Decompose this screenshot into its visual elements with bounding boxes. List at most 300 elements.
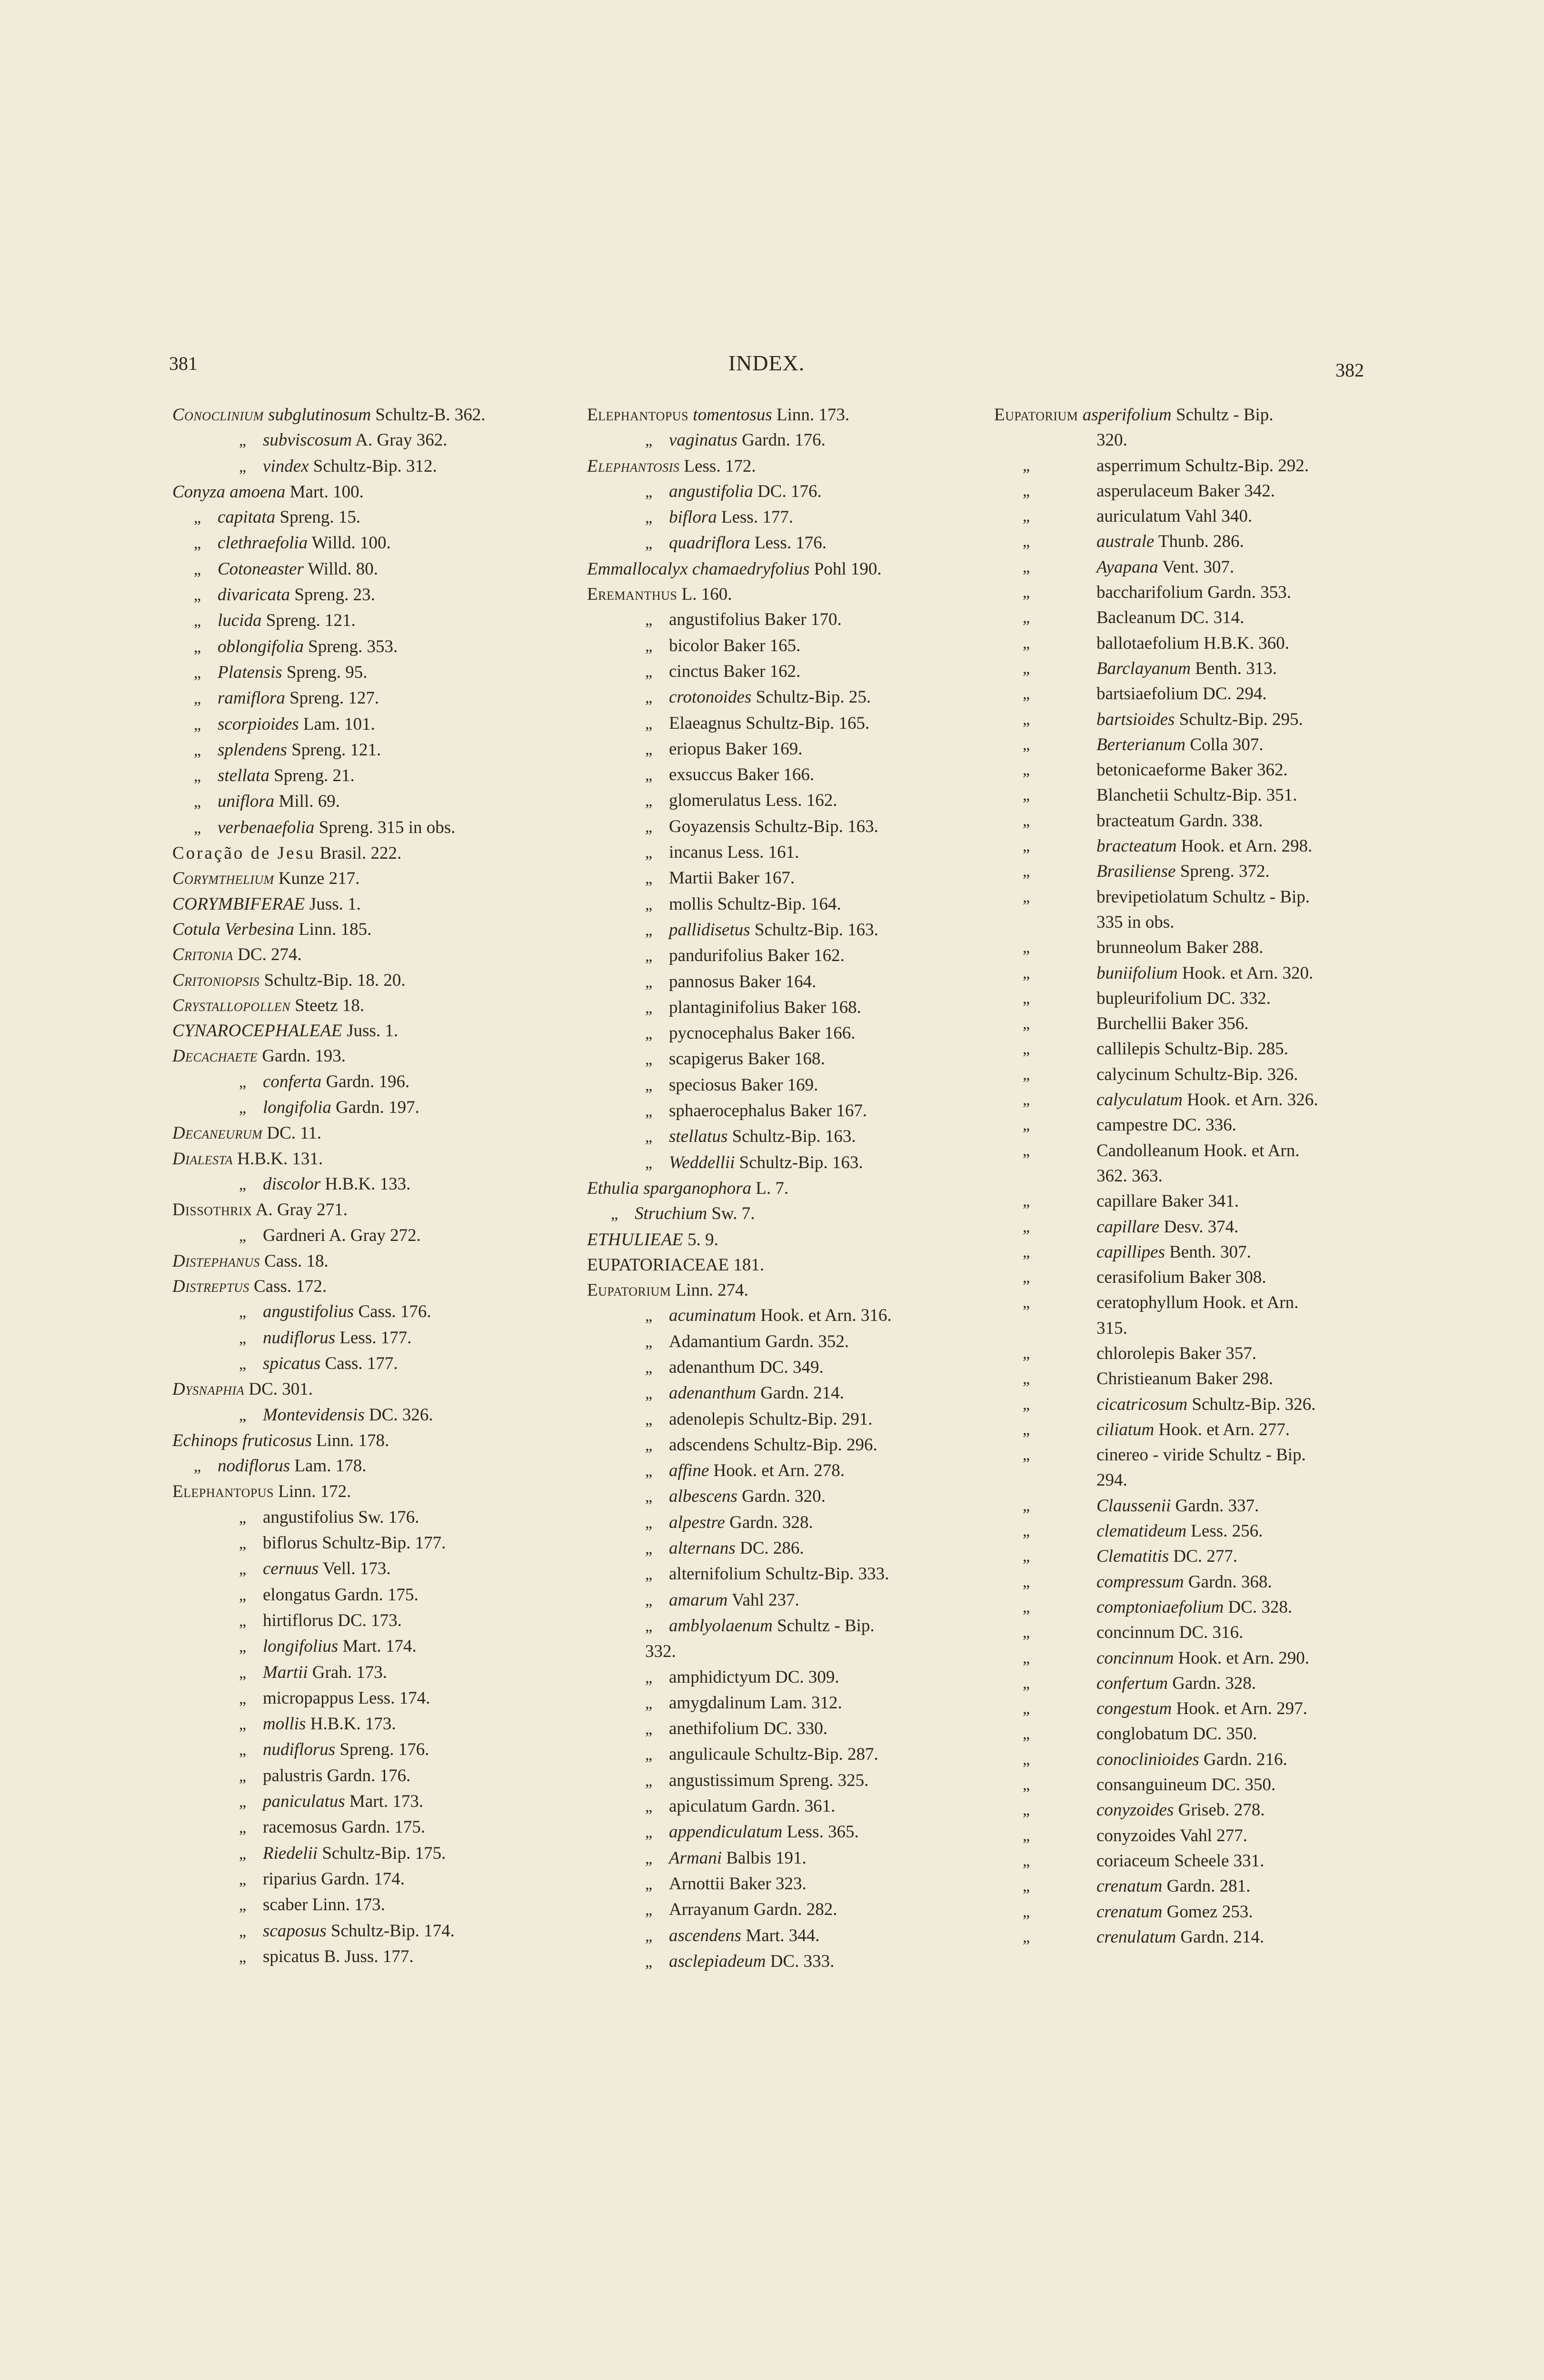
ditto-mark: „ [645, 1025, 653, 1043]
authority-page: Elaeagnus Schultz-Bip. 165. [669, 713, 870, 733]
index-entry [994, 808, 1375, 833]
ditto-mark: „ [194, 819, 201, 837]
authority-page: concinnum DC. 316. [1096, 1623, 1244, 1643]
index-entry [172, 737, 572, 763]
authority-page: Gardn. 281. [1166, 1876, 1251, 1896]
index-entry [587, 1458, 987, 1484]
ditto-mark: „ [645, 1849, 653, 1867]
index-entry [587, 1794, 987, 1819]
index-entry [994, 1214, 1375, 1240]
authority-page: Adamantium Gardn. 352. [669, 1331, 849, 1351]
authority-page: eriopus Baker 169. [669, 739, 803, 759]
index-entry [994, 1316, 1375, 1341]
authority-page: Gardn. 197. [336, 1098, 419, 1118]
index-entry [587, 1227, 987, 1252]
species-name: conoclinioides [1096, 1749, 1199, 1769]
index-entry [172, 968, 572, 993]
index-entry [994, 1874, 1375, 1899]
ditto-mark: „ [239, 1638, 247, 1656]
species-name: lucida [218, 611, 262, 631]
index-entry [587, 1072, 987, 1098]
species-name: oblongifolia [218, 636, 304, 656]
species-name: amblyolaenum [669, 1616, 773, 1636]
ditto-mark: „ [645, 1385, 653, 1403]
index-entry [994, 961, 1375, 986]
ditto-mark: „ [645, 1359, 653, 1377]
index-entry [172, 1505, 572, 1530]
ditto-mark: „ [645, 1824, 653, 1842]
index-entry [587, 1176, 987, 1201]
ditto-mark: „ [645, 740, 653, 758]
authority-page: asperrimum Schultz-Bip. 292. [1096, 456, 1309, 476]
ditto-mark: „ [194, 586, 201, 605]
index-entry [994, 1924, 1375, 1950]
authority-page: exsuccus Baker 166. [669, 765, 815, 785]
species-name: Berterianum [1096, 734, 1186, 754]
authority-page: pycnocephalus Baker 166. [669, 1023, 856, 1043]
index-entry [172, 479, 572, 505]
species-name: ascendens [669, 1925, 742, 1945]
ditto-mark: „ [645, 870, 653, 888]
index-entry [587, 556, 987, 582]
ditto-mark: „ [239, 1227, 247, 1245]
index-entry [172, 1197, 572, 1222]
species-name: Barclayanum [1096, 658, 1191, 678]
ditto-mark: „ [1023, 584, 1030, 602]
index-entry [994, 783, 1375, 808]
ditto-mark: „ [1023, 1269, 1030, 1287]
ditto-mark: „ [645, 766, 653, 784]
genus-name: Eupatorium [994, 405, 1078, 425]
index-entry [172, 993, 572, 1018]
index-entry [994, 529, 1375, 554]
ditto-mark: „ [1023, 1674, 1030, 1692]
index-entry [172, 556, 572, 582]
genus-name: Cotula [172, 919, 220, 939]
authority-page: anethifolium DC. 330. [669, 1719, 827, 1739]
species-name: crenatum [1096, 1876, 1163, 1896]
index-entry [587, 1484, 987, 1509]
authority-page: Juss. 1. [347, 1021, 398, 1041]
index-entry [994, 605, 1375, 630]
authority-page: Desv. 374. [1164, 1217, 1239, 1237]
ditto-mark: „ [645, 483, 653, 501]
ditto-mark: „ [645, 1462, 653, 1480]
index-entry [994, 1417, 1375, 1442]
index-entry [172, 1171, 572, 1197]
authority-page: amygdalinum Lam. 312. [669, 1693, 842, 1713]
index-entry [587, 762, 987, 788]
authority-page: Mart. 174. [342, 1636, 417, 1656]
ditto-mark: „ [645, 1798, 653, 1816]
ditto-mark: „ [645, 921, 653, 939]
authority-page: Linn. 173. [777, 405, 850, 425]
ditto-mark: „ [239, 1844, 247, 1863]
index-entry [994, 1290, 1375, 1315]
authority-page: Cass. 172. [253, 1277, 327, 1297]
species-name: uniflora [218, 792, 275, 812]
index-entry [172, 1299, 572, 1325]
authority-page: palustris Gardn. 176. [263, 1765, 411, 1785]
ditto-mark: „ [239, 1099, 247, 1117]
authority-page: betonicaeforme Baker 362. [1096, 760, 1288, 780]
authority-page: auriculatum Vahl 340. [1096, 506, 1253, 526]
index-entry [587, 454, 987, 479]
index-entry [587, 1303, 987, 1329]
authority-page: mollis Schultz-Bip. 164. [669, 894, 841, 914]
species-name: mollis [263, 1714, 306, 1734]
species-name: adenanthum [669, 1383, 756, 1403]
index-entry [994, 1011, 1375, 1036]
ditto-mark: „ [645, 818, 653, 836]
species-name: acuminatum [669, 1306, 756, 1326]
species-name: asclepiadeum [669, 1951, 766, 1971]
genus-name: Emmallocalyx [587, 559, 688, 579]
authority-page: Cass. 177. [325, 1353, 398, 1373]
ditto-mark: „ [1023, 1116, 1030, 1134]
species-name: vindex [263, 456, 309, 476]
ditto-mark: „ [194, 767, 201, 785]
species-name: calyculatum [1096, 1090, 1183, 1110]
authority-page: elongatus Gardn. 175. [263, 1585, 418, 1605]
index-entry [994, 631, 1375, 656]
authority-page: Cass. 18. [264, 1251, 329, 1271]
authority-page: conglobatum DC. 350. [1096, 1724, 1257, 1744]
species-name: stellatus [669, 1127, 728, 1147]
index-entry [172, 1711, 572, 1737]
species-name: capillipes [1096, 1242, 1165, 1262]
index-entry [587, 530, 987, 556]
index-entry [172, 892, 572, 917]
ditto-mark: „ [1023, 1750, 1030, 1768]
ditto-mark: „ [1023, 1192, 1030, 1210]
ditto-mark: „ [194, 664, 201, 682]
index-entry [994, 555, 1375, 580]
ditto-mark: „ [194, 560, 201, 578]
index-entry [172, 841, 572, 866]
index-entry [587, 1561, 987, 1587]
authority-page: angustissimum Spreng. 325. [669, 1770, 869, 1790]
index-entry [994, 1899, 1375, 1924]
authority-page: Schultz-Bip. 18. 20. [264, 970, 406, 990]
authority-page: Gardn. 328. [1172, 1673, 1256, 1693]
species-name: appendiculatum [669, 1822, 783, 1842]
index-entry [587, 659, 987, 684]
index-entry [172, 1351, 572, 1377]
ditto-mark: „ [1023, 1776, 1030, 1794]
index-entry [172, 1453, 572, 1479]
authority-page: DC. 176. [757, 481, 822, 501]
index-entry [994, 1721, 1375, 1746]
index-entry [172, 427, 572, 453]
ditto-mark: „ [1023, 1598, 1030, 1616]
ditto-mark: „ [645, 1720, 653, 1738]
authority-page: Lam. 178. [294, 1456, 367, 1476]
authority-page: Gardn. 214. [760, 1383, 844, 1403]
authority-page: Gomez 253. [1166, 1902, 1253, 1922]
ditto-mark: „ [645, 535, 653, 553]
index-entry [994, 1468, 1375, 1493]
authority-page: Christieanum Baker 298. [1096, 1369, 1273, 1389]
species-name: quadriflora [669, 533, 750, 553]
ditto-mark: „ [1023, 1420, 1030, 1438]
authority-page: plantaginifolius Baker 168. [669, 997, 861, 1017]
ditto-mark: „ [1023, 482, 1030, 500]
species-name: congestum [1096, 1699, 1172, 1719]
ditto-mark: „ [239, 1948, 247, 1966]
authority-page: Schultz - Bip. [1176, 405, 1274, 425]
family-name: EUPATORIACEAE [587, 1255, 729, 1275]
authority-page: Cass. 176. [358, 1302, 431, 1322]
index-entry [994, 402, 1375, 427]
ditto-mark: „ [239, 1870, 247, 1888]
index-entry [587, 1897, 987, 1923]
authority-page: Hook. et Arn. 316. [760, 1306, 892, 1326]
index-entry [587, 1639, 987, 1664]
genus-name: Elephantopus [587, 405, 689, 425]
index-entry [172, 1530, 572, 1556]
index-entry [172, 917, 572, 942]
authority-page: Hook. et Arn. 278. [713, 1461, 845, 1481]
authority-page: capillare Baker 341. [1096, 1191, 1239, 1211]
species-name: nudiflorus [263, 1740, 336, 1760]
index-entry [172, 685, 572, 711]
index-entry [587, 633, 987, 659]
authority-page: Spreng. 15. [279, 507, 361, 527]
species-name: fruticosus [242, 1430, 312, 1450]
authority-page: Sw. 7. [711, 1204, 755, 1224]
index-entry [172, 608, 572, 634]
authority-page: alternifolium Schultz-Bip. 333. [669, 1564, 889, 1584]
index-entry [587, 943, 987, 969]
ditto-mark: „ [1023, 1624, 1030, 1642]
ditto-mark: „ [1023, 634, 1030, 652]
species-name: Platensis [218, 662, 282, 682]
authority-page: riparius Gardn. 174. [263, 1869, 405, 1889]
authority-page: racemosus Gardn. 175. [263, 1817, 426, 1837]
ditto-mark: „ [645, 1772, 653, 1790]
index-entry [587, 1201, 987, 1227]
species-name: conyzoides [1096, 1800, 1174, 1820]
authority-page: ceratophyllum Hook. et Arn. [1096, 1293, 1299, 1313]
authority-page: Linn. 185. [299, 919, 372, 939]
index-entry [994, 681, 1375, 706]
authority-page: brunneolum Baker 288. [1096, 938, 1264, 958]
authority-page: conyzoides Vahl 277. [1096, 1825, 1247, 1845]
index-entry [587, 1278, 987, 1303]
tribe-name: ETHULIEAE [587, 1230, 683, 1250]
species-name: Brasiliense [1096, 862, 1176, 882]
ditto-mark: „ [1023, 1725, 1030, 1743]
ditto-mark: „ [645, 999, 653, 1017]
ditto-mark: „ [194, 715, 201, 734]
ditto-mark: „ [239, 1073, 247, 1091]
index-entry [994, 910, 1375, 935]
authority-page: brevipetiolatum Schultz - Bip. [1096, 887, 1310, 907]
ditto-mark: „ [645, 1410, 653, 1428]
authority-page: Spreng. 353. [308, 636, 398, 656]
ditto-mark: „ [611, 1205, 618, 1223]
index-entry [587, 1124, 987, 1150]
index-entry [587, 1150, 987, 1176]
genus-name: Echinops [172, 1430, 238, 1450]
ditto-mark: „ [194, 741, 201, 759]
index-entry [994, 1772, 1375, 1797]
authority-page: sphaerocephalus Baker 167. [669, 1101, 867, 1121]
ditto-mark: „ [1023, 1446, 1030, 1464]
index-entry [172, 1249, 572, 1274]
index-entry [587, 1432, 987, 1458]
index-entry [587, 840, 987, 865]
authority-page: Schultz-Bip. 312. [313, 456, 437, 476]
index-entry [994, 1493, 1375, 1518]
species-name: angustifolius [263, 1302, 354, 1322]
authority-page: Schultz-Bip. 163. [739, 1152, 863, 1172]
page-number-right: 382 [1335, 359, 1364, 381]
authority-page: Schultz-B. 362. [375, 405, 486, 425]
index-entry [587, 505, 987, 530]
species-name: scaposus [263, 1921, 327, 1941]
index-entry [172, 1095, 572, 1121]
index-entry [994, 1240, 1375, 1265]
authority-page: cinereo - viride Schultz - Bip. [1096, 1445, 1306, 1465]
index-entry [587, 1510, 987, 1536]
ditto-mark: „ [239, 1922, 247, 1940]
index-entry [994, 1518, 1375, 1544]
index-entry [994, 1646, 1375, 1671]
ditto-mark: „ [1023, 1065, 1030, 1083]
ditto-mark: „ [1023, 939, 1030, 957]
species-name: longifolius [263, 1636, 339, 1656]
vernacular-name: Coração de Jesu [172, 843, 316, 863]
ditto-mark: „ [645, 1540, 653, 1558]
authority-page: Schultz-Bip. 326. [1192, 1394, 1316, 1414]
authority-page: Blanchetii Schultz-Bip. 351. [1096, 785, 1297, 805]
index-entry [587, 1355, 987, 1380]
ditto-mark: „ [239, 432, 247, 450]
genus-name: Decachaete [172, 1046, 258, 1066]
species-name: capitata [218, 507, 276, 527]
index-entry [172, 1789, 572, 1815]
ditto-mark: „ [239, 1535, 247, 1553]
index-entry [994, 833, 1375, 859]
index-entry [587, 1046, 987, 1072]
species-name: subviscosum [263, 430, 352, 450]
species-name: divaricata [218, 585, 290, 605]
species-name: buniifolium [1096, 963, 1178, 983]
index-column-1 [172, 402, 572, 1970]
species-name: sparganophora [643, 1178, 752, 1198]
index-entry [172, 1634, 572, 1659]
index-entry [587, 1407, 987, 1432]
authority-page: Linn. 178. [316, 1430, 389, 1450]
authority-page: Gardn. 193. [262, 1046, 346, 1066]
species-name: Verbesina [225, 919, 294, 939]
ditto-mark: „ [194, 690, 201, 708]
species-name: ciliatum [1096, 1419, 1155, 1439]
index-entry [994, 427, 1375, 453]
ditto-mark: „ [1023, 1370, 1030, 1388]
species-name: Clematitis [1096, 1547, 1169, 1567]
index-entry [587, 1613, 987, 1639]
authority-page: micropappus Less. 174. [263, 1688, 430, 1708]
ditto-mark: „ [1023, 1522, 1030, 1540]
authority-page: DC. 301. [249, 1379, 313, 1399]
genus-name: Elephantosis [587, 456, 680, 476]
index-entry [994, 1620, 1375, 1645]
index-entry [587, 1665, 987, 1690]
authority-page: hirtiflorus DC. 173. [263, 1610, 402, 1630]
index-entry [172, 1325, 572, 1351]
species-name: amoena [229, 482, 286, 502]
species-name: Ayapana [1096, 557, 1158, 577]
index-entry [994, 478, 1375, 504]
authority-page: ballotaefolium H.B.K. 360. [1096, 633, 1289, 653]
index-entry [587, 582, 987, 607]
index-entry [587, 1923, 987, 1949]
species-name: cicatricosum [1096, 1394, 1188, 1414]
ditto-mark: „ [1023, 761, 1030, 779]
ditto-mark: „ [1023, 1040, 1030, 1058]
species-name: albescens [669, 1487, 737, 1507]
ditto-mark: „ [1023, 1091, 1030, 1109]
authority-page: Spreng. 315 in obs. [319, 817, 456, 837]
ditto-mark: „ [1023, 1547, 1030, 1566]
authority-page: DC. 328. [1228, 1597, 1293, 1617]
ditto-mark: „ [1023, 1903, 1030, 1921]
index-entry [587, 1587, 987, 1613]
index-entry [994, 1163, 1375, 1189]
authority-page: Gardneri A. Gray 272. [263, 1225, 421, 1245]
ditto-mark: „ [194, 1458, 201, 1476]
index-entry [587, 892, 987, 917]
species-name: Claussenii [1096, 1496, 1171, 1516]
index-entry [172, 866, 572, 891]
authority-page: cerasifolium Baker 308. [1096, 1268, 1266, 1288]
authority-page: pannosus Baker 164. [669, 972, 817, 992]
ditto-mark: „ [194, 509, 201, 527]
authority-page: Less. 177. [339, 1328, 412, 1348]
species-name: verbenaefolia [218, 817, 315, 837]
ditto-mark: „ [645, 611, 653, 629]
index-entry [994, 1823, 1375, 1848]
species-name: concinnum [1096, 1648, 1174, 1668]
index-entry [172, 712, 572, 737]
continuation-text: 294. [1096, 1470, 1127, 1490]
authority-page: Martii Baker 167. [669, 868, 795, 888]
authority-page: Grah. 173. [312, 1662, 388, 1682]
authority-page: calycinum Schultz-Bip. 326. [1096, 1064, 1298, 1084]
species-name: confertum [1096, 1673, 1168, 1693]
index-entry [172, 1866, 572, 1892]
authority-page: bicolor Baker 165. [669, 635, 801, 655]
ditto-mark: „ [645, 1051, 653, 1069]
species-name: Struchium [635, 1204, 707, 1224]
ditto-mark: „ [645, 1746, 653, 1764]
authority-page: 181. [733, 1255, 765, 1275]
authority-page: Less. 365. [787, 1822, 859, 1842]
ditto-mark: „ [645, 637, 653, 655]
authority-page: Gardn. 216. [1204, 1749, 1287, 1769]
authority-page: angulicaule Schultz-Bip. 287. [669, 1745, 878, 1765]
ditto-mark: „ [1023, 609, 1030, 627]
authority-page: H.B.K. 173. [310, 1714, 396, 1734]
index-entry [587, 1949, 987, 1974]
authority-page: A. Gray 362. [355, 430, 448, 450]
index-entry [994, 1848, 1375, 1874]
ditto-mark: „ [1023, 1015, 1030, 1033]
ditto-mark: „ [239, 1586, 247, 1604]
